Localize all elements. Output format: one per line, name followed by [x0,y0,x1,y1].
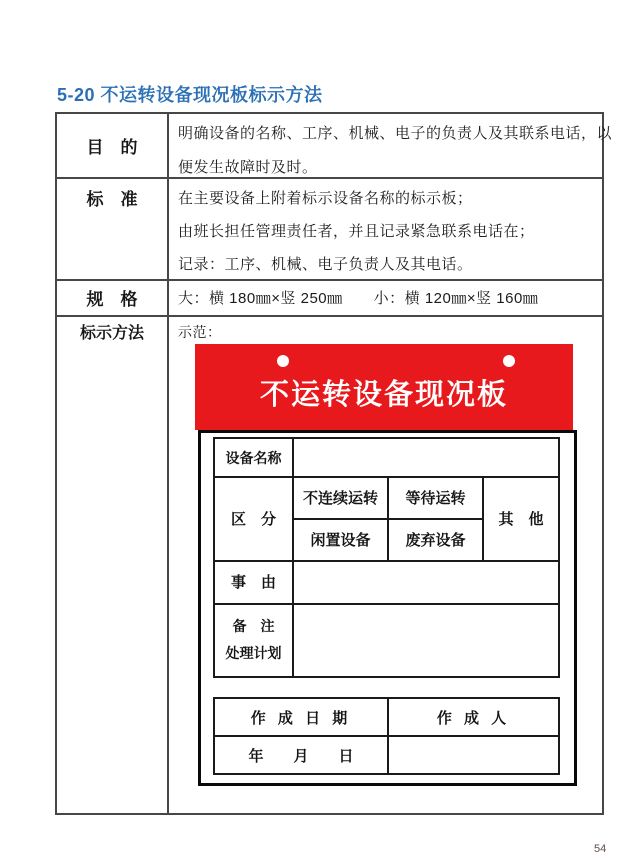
standard-text-line3: 记录：工序、机械、电子负责人及其电话。 [178,256,473,273]
sign-footer-table [213,697,560,775]
label-creator: 作 成 人 [436,709,511,727]
sign-banner-title: 不运转设备现况板 [259,379,508,411]
label-other: 其 他 [498,510,544,528]
label-creation-date: 作 成 日 期 [250,709,352,727]
divider [57,177,602,179]
date-year-month-day: 年 月 日 [248,747,354,765]
row-label-method: 标示方法 [79,324,144,342]
category-option-idle: 闲置设备 [310,531,371,549]
spec-text: 大：横 180㎜×竖 250㎜ 小：横 120㎜×竖 160㎜ [178,290,539,307]
label-remark-plan [215,603,292,676]
page-title: 5-20 不运转设备现况板标示方法 [57,85,323,105]
row-label-standard: 标 准 [86,189,138,209]
sign-form-table [213,437,560,678]
category-option-waiting: 等待运转 [405,489,466,507]
punch-hole-right-icon [503,355,515,367]
category-option-intermittent: 不连续运转 [302,489,378,507]
standard-text-line1: 在主要设备上附着标示设备名称的标示板； [178,190,473,207]
purpose-text-line2: 便发生故障时及时。 [178,159,318,176]
row-label-spec: 规 格 [86,289,138,309]
divider [167,114,169,813]
row-label-purpose: 目 的 [86,138,138,157]
page-number: 54 [594,843,607,855]
category-option-scrapped: 废弃设备 [405,531,466,549]
punch-hole-left-icon [277,355,289,367]
label-remark: 备 注 [232,617,275,634]
label-device-name: 设备名称 [225,449,282,466]
standard-text-line2: 由班长担任管理责任者，并且记录紧急联系电话在； [178,223,535,240]
label-plan: 处理计划 [225,644,282,661]
label-category: 区 分 [230,510,276,528]
divider [57,315,602,317]
purpose-text-line1: 明确设备的名称、工序、机械、电子的负责人及其联系电话，以 [178,125,613,142]
label-reason: 事 由 [230,574,276,591]
demo-label: 示范： [178,324,222,340]
